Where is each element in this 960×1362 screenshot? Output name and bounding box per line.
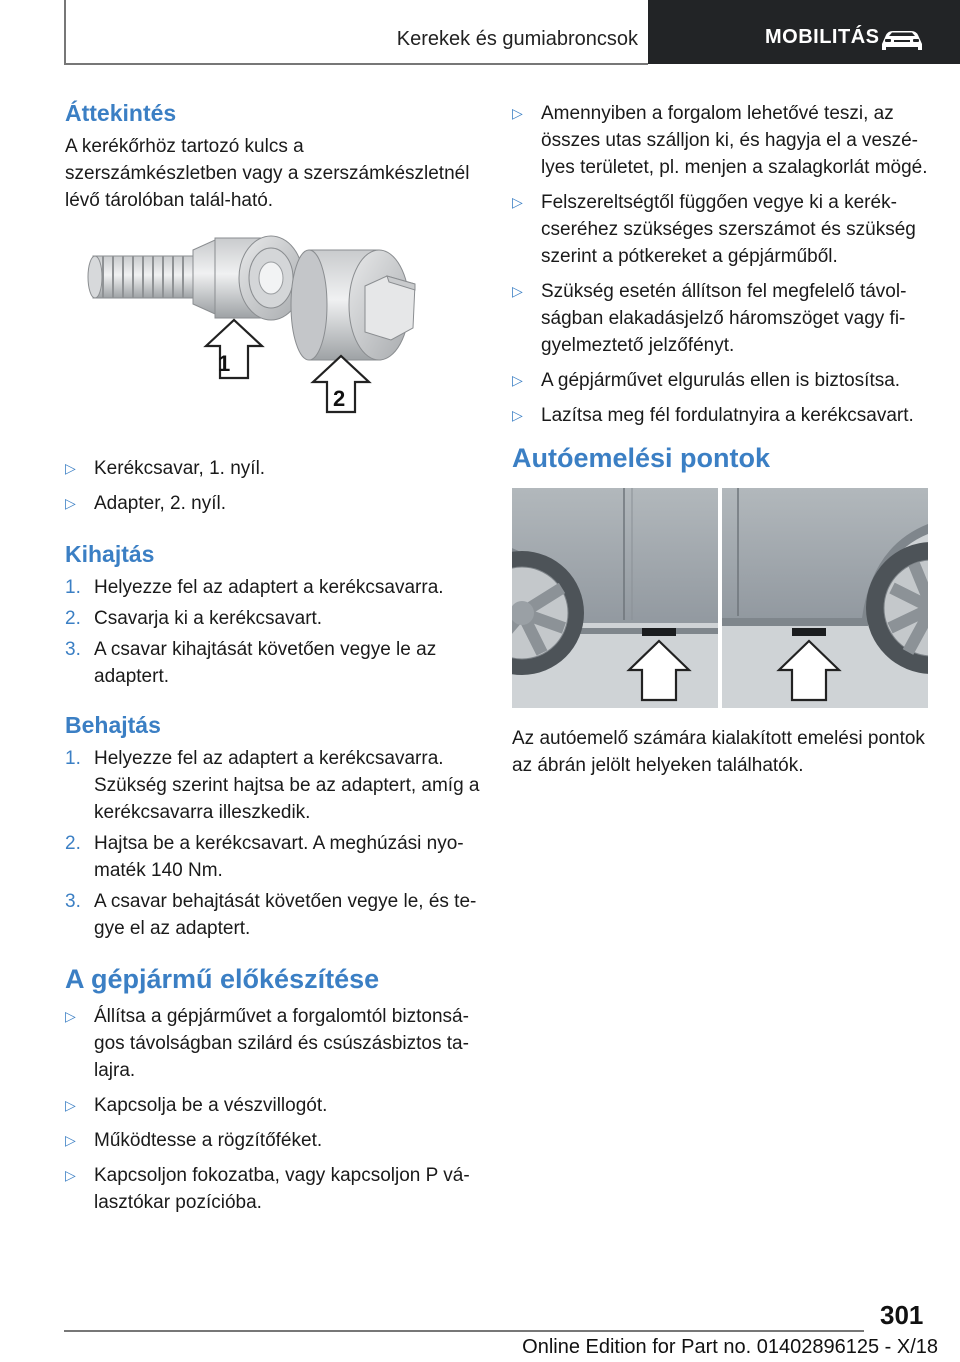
- unscrew-steps: [65, 574, 480, 690]
- list-item: 2. Csavarja ki a kerékcsavart.: [65, 608, 323, 629]
- list-item: ▷ A gépjárművet elgurulás ellen is biztosítsa.: [512, 367, 930, 394]
- vehicle-prep-bullets-continued: [512, 100, 930, 429]
- arrow-2-icon: [313, 356, 369, 412]
- screw-in-heading: Behajtás: [65, 712, 161, 738]
- triangle-bullet-icon: ▷: [65, 460, 76, 476]
- jacking-points-heading: Autóemelési pontok: [512, 443, 771, 473]
- list-item: 2. Hajtsa be a kerékcsavart. A meghúzási nyo-maték 140 Nm.: [65, 833, 464, 881]
- arrow-1-icon: [206, 320, 262, 378]
- list-item: ▷ Működtesse a rögzítőféket.: [65, 1127, 480, 1154]
- overview-heading: Áttekintés: [65, 100, 177, 126]
- overview-text: A kerékőrhöz tartozó kulcs a szerszámkészletben vagy a szerszámkészletnél lévő tárolóban talál-ható.: [65, 136, 470, 211]
- left-column: [65, 100, 480, 1224]
- triangle-bullet-icon: ▷: [512, 105, 523, 121]
- car-icon: [878, 28, 926, 54]
- footer-edition: Online Edition for Part no. 01402896125 - X/18: [522, 1336, 938, 1358]
- triangle-bullet-icon: ▷: [512, 407, 523, 423]
- jacking-points-text: Az autóemelő számára kialakított emelési pontok az ábrán jelölt helyeken találhatók.: [512, 728, 925, 776]
- list-item: ▷ Amennyiben a forgalom lehetővé teszi, az összes utas szálljon ki, és hagyja el a veszé-lyes területet, pl. menjen a szalagkorlát mögé.: [512, 100, 930, 181]
- list-item: ▷ Felszereltségtől függően vegye ki a kerék-cseréhez szükséges szerszámot és szükség szerint a pótkereket a gépjárműből.: [512, 189, 930, 270]
- triangle-bullet-icon: ▷: [512, 372, 523, 388]
- header-section-title: Kerekek és gumiabroncsok: [396, 28, 638, 50]
- list-item: 1. Helyezze fel az adaptert a kerékcsavarra. Szükség szerint hajtsa be az adaptert, amíg a kerékcsavarra illeszkedik.: [65, 748, 480, 823]
- adapter-drawing: [291, 250, 415, 360]
- overview-bullet-list: [65, 455, 480, 517]
- vehicle-prep-heading: A gépjármű előkészítése: [65, 964, 380, 994]
- wheel-bolt-drawing: [88, 236, 303, 320]
- vehicle-prep-bullets: [65, 1003, 480, 1216]
- list-item: ▷ Adapter, 2. nyíl.: [65, 490, 480, 517]
- header-tab-label: MOBILITÁS: [765, 26, 880, 48]
- wheel-bolt-adapter-figure: [65, 228, 480, 438]
- triangle-bullet-icon: ▷: [65, 1132, 76, 1148]
- triangle-bullet-icon: ▷: [512, 283, 523, 299]
- page-number: 301: [880, 1300, 924, 1330]
- list-item: ▷ Szükség esetén állítson fel megfelelő távol-ságban elakadásjelző háromszöget vagy fi-gyelmeztető jelzőfényt.: [512, 278, 930, 359]
- front-jacking-point-panel: [512, 488, 718, 708]
- triangle-bullet-icon: ▷: [65, 1097, 76, 1113]
- list-item: ▷ Kapcsoljon fokozatba, vagy kapcsoljon P vá-lasztókar pozícióba.: [65, 1162, 480, 1216]
- list-item: ▷ Kerékcsavar, 1. nyíl.: [65, 455, 480, 482]
- list-item: ▷ Lazítsa meg fél fordulatnyira a kerékcsavart.: [512, 402, 930, 429]
- triangle-bullet-icon: ▷: [512, 194, 523, 210]
- list-item: 3. A csavar kihajtását követően vegye le az adaptert.: [65, 639, 437, 687]
- arrow-1-label: 1: [218, 351, 231, 376]
- triangle-bullet-icon: ▷: [65, 495, 76, 511]
- jacking-points-figure: [512, 488, 928, 708]
- triangle-bullet-icon: ▷: [65, 1167, 76, 1183]
- triangle-bullet-icon: ▷: [65, 1008, 76, 1024]
- unscrew-heading: Kihajtás: [65, 541, 155, 567]
- header-bottom-rule: [64, 63, 648, 65]
- footer-rule: [64, 1330, 864, 1332]
- list-item: 3. A csavar behajtását követően vegye le, és te-gye el az adaptert.: [65, 891, 477, 939]
- list-item: ▷ Állítsa a gépjárművet a forgalomtól biztonsá-gos távolságban szilárd és csúszásbiztos ta-lajra.: [65, 1003, 480, 1084]
- arrow-2-label: 2: [333, 386, 346, 411]
- right-column: [512, 100, 930, 779]
- list-item: ▷ Kapcsolja be a vészvillogót.: [65, 1092, 480, 1119]
- list-item: 1. Helyezze fel az adaptert a kerékcsavarra.: [65, 577, 444, 598]
- screw-in-steps: [65, 745, 480, 942]
- rear-jacking-point-panel: [722, 488, 928, 708]
